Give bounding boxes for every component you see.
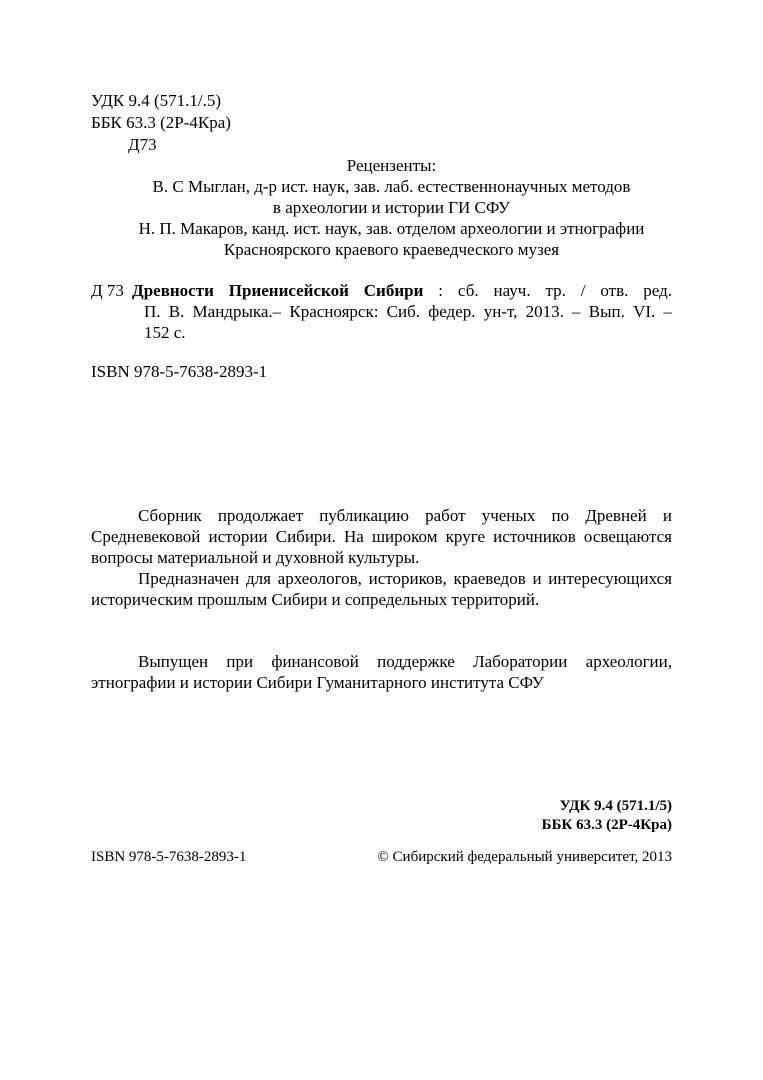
annotation-paragraph-2: Предназначен для археологов, историков, краеведов и интересующихся историческим прошлым Сибири и сопредельных территорий. — [91, 569, 672, 609]
book-title: Древности Приенисейской Сибири — [132, 281, 424, 300]
entry-line-1 — [132, 280, 672, 301]
author-mark: Д73 — [128, 135, 157, 154]
footer-isbn: ISBN 978-5-7638-2893-1 — [91, 849, 247, 865]
bbk-code: ББК 63.3 (2Р-4Кра) — [91, 113, 231, 132]
annotation — [91, 505, 672, 610]
entry-line-2: П. В. Мандрыка.– Красноярск: Сиб. федер. ун-т, 2013. – Вып. VI. – — [144, 302, 672, 321]
udk-code: УДК 9.4 (571.1/.5) — [91, 91, 222, 110]
entry-mark: Д 73 — [91, 281, 124, 300]
copyright: © Сибирский федеральный университет, 2013 — [377, 849, 672, 865]
reviewer-line-1: В. С Мыглан, д-р ист. наук, зав. лаб. естественнонаучных методов — [152, 177, 631, 196]
bibliographic-entry — [132, 280, 672, 343]
reviewer-line-2: в археологии и истории ГИ СФУ — [272, 198, 511, 217]
entry-line-1-rest: : сб. науч. тр. / отв. ред. — [423, 281, 672, 300]
isbn: ISBN 978-5-7638-2893-1 — [91, 362, 268, 381]
entry-line-3: 152 с. — [144, 323, 186, 342]
footer-bbk: ББК 63.3 (2Р-4Кра) — [541, 817, 672, 833]
funding-note — [91, 651, 672, 693]
funding-paragraph: Выпущен при финансовой поддержке Лаборатории археологии, этнографии и истории Сибири Гуманитарного института СФУ — [91, 652, 672, 692]
footer-udk: УДК 9.4 (571.1/5) — [559, 798, 672, 814]
annotation-paragraph-1: Сборник продолжает публикацию работ ученых по Древней и Средневековой истории Сибири. На широком круге источников освещаются вопросы материальной и духовной культуры. — [91, 506, 672, 567]
reviewer-line-4: Красноярского краевого краеведческого музея — [223, 240, 560, 259]
reviewer-line-3: Н. П. Макаров, канд. ист. наук, зав. отделом археологии и этнографии — [138, 219, 645, 238]
reviewers-title: Рецензенты: — [346, 156, 437, 175]
